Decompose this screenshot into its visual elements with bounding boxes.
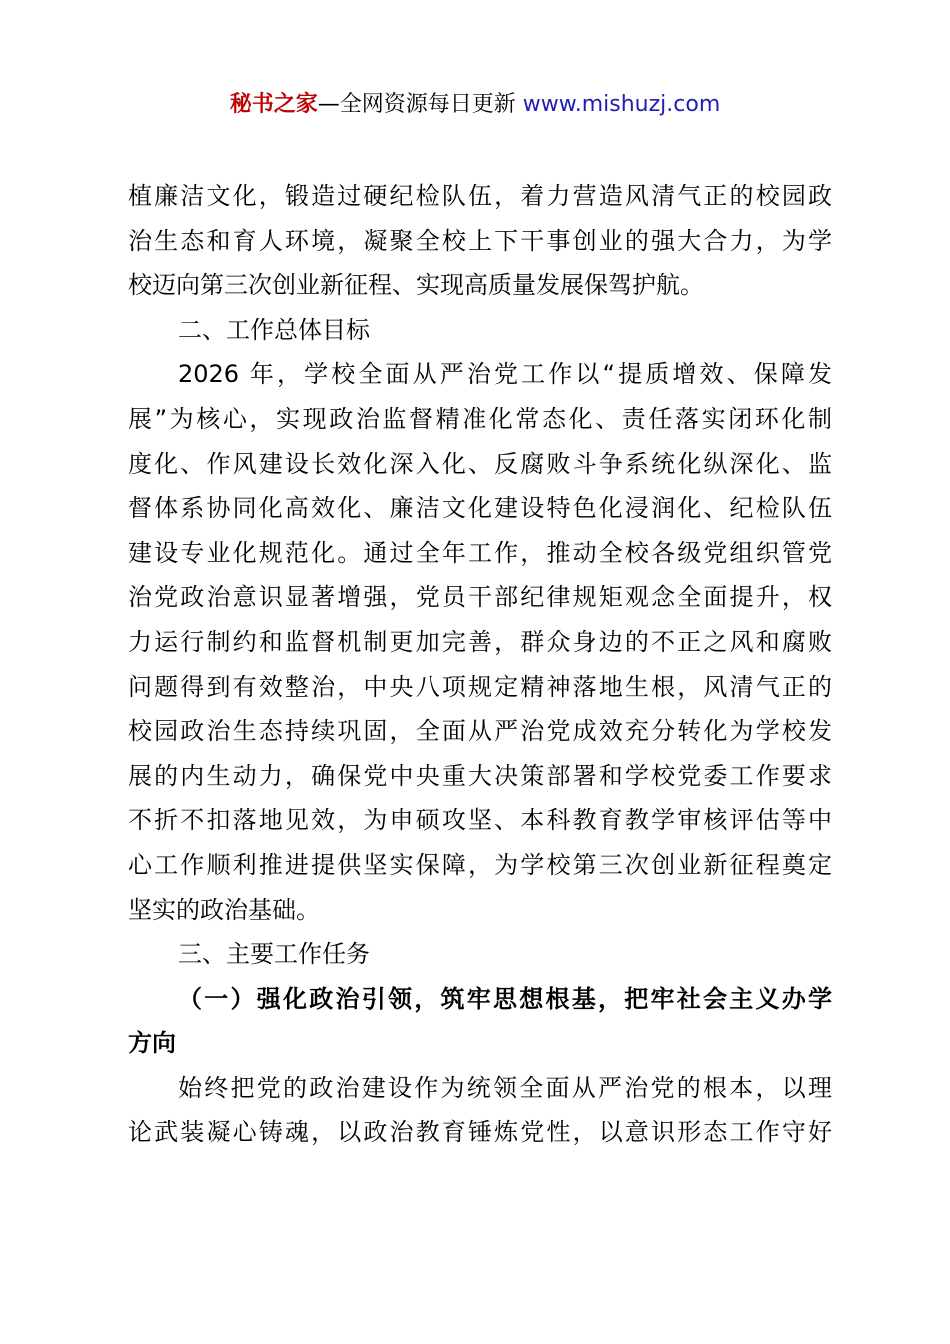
paragraph-line: 校园政治生态持续巩固，全面从严治党成效充分转化为学校发 (128, 717, 832, 746)
header-slogan: —全网资源每日更新 (317, 92, 523, 117)
paragraph-line: 展的内生动力，确保党中央重大决策部署和学校党委工作要求 (128, 761, 832, 790)
paragraph-line: 建设专业化规范化。通过全年工作，推动全校各级党组织管党 (128, 538, 832, 567)
paragraph-line: 督体系协同化高效化、廉洁文化建设特色化浸润化、纪检队伍 (128, 494, 832, 523)
paragraph-line: 校迈向第三次创业新征程、实现高质量发展保驾护航。 (128, 271, 704, 300)
paragraph-line: 问题得到有效整治，中央八项规定精神落地生根，风清气正的 (128, 672, 832, 701)
subsection-heading: 方向 (128, 1029, 176, 1058)
header-brand: 秘书之家 (229, 92, 318, 117)
document-body (128, 174, 832, 1155)
header-url: www.mishuzj.com (522, 92, 721, 117)
paragraph-line: 植廉洁文化，锻造过硬纪检队伍，着力营造风清气正的校园政 (128, 182, 832, 210)
paragraph-line: 治党政治意识显著增强，党员干部纪律规矩观念全面提升，权 (128, 583, 832, 612)
paragraph-line: 不折不扣落地见效，为申硕攻坚、本科教育教学审核评估等中 (128, 806, 832, 835)
section-heading: 三、主要工作任务 (178, 940, 370, 969)
paragraph-line: 治生态和育人环境，凝聚全校上下干事创业的强大合力，为学 (128, 226, 832, 255)
paragraph-line: 心工作顺利推进提供坚实保障，为学校第三次创业新征程奠定 (128, 850, 832, 879)
paragraph-line: 2026 年，学校全面从严治党工作以“提质增效、保障发 (178, 360, 832, 389)
paragraph-line: 坚实的政治基础。 (128, 895, 320, 924)
paragraph-line: 度化、作风建设长效化深入化、反腐败斗争系统化纵深化、监 (128, 449, 832, 478)
section-heading: 二、工作总体目标 (178, 315, 370, 344)
paragraph-line: 论武装凝心铸魂，以政治教育锤炼党性，以意识形态工作守好 (128, 1118, 832, 1147)
paragraph-line: 始终把党的政治建设作为统领全面从严治党的根本，以理 (178, 1073, 832, 1102)
paragraph-line: 展”为核心，实现政治监督精准化常态化、责任落实闭环化制 (128, 404, 832, 433)
page-header (0, 88, 950, 122)
subsection-heading: （一）强化政治引领，筑牢思想根基，把牢社会主义办学 (178, 984, 832, 1013)
paragraph-line: 力运行制约和监督机制更加完善，群众身边的不正之风和腐败 (128, 627, 832, 656)
